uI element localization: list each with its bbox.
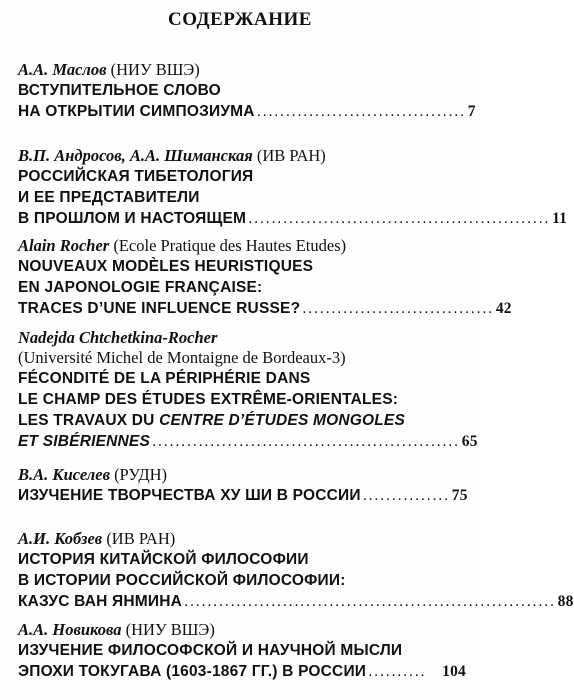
entry-affiliation: (ИВ РАН) bbox=[252, 146, 326, 165]
entry-author: В.П. Андросов, А.А. Шиманская bbox=[18, 146, 253, 165]
entry-affiliation: (Ecole Pratique des Hautes Etudes) bbox=[109, 236, 347, 255]
entry-title-line: ИЗУЧЕНИЕ ТВОРЧЕСТВА ХУ ШИ В РОССИИ bbox=[18, 487, 361, 504]
leader-dots: ................................. bbox=[302, 300, 494, 317]
entry-affiliation: (НИУ ВШЭ) bbox=[106, 60, 200, 79]
leader-dots: .................................................... bbox=[248, 210, 551, 227]
entry-title-italic-segment: ET SIBÉRIENNES bbox=[18, 433, 150, 450]
entry-title-last-line bbox=[18, 661, 466, 682]
entry-title-last-line bbox=[18, 485, 466, 506]
entry-byline bbox=[18, 529, 466, 549]
leader-dots: .......... bbox=[368, 663, 427, 680]
entry-title-italic-segment: CENTRE D’ÉTUDES MONGOLES bbox=[159, 412, 406, 429]
entry-byline bbox=[18, 60, 466, 80]
entry-page-number: 75 bbox=[451, 487, 468, 504]
toc-entry bbox=[18, 465, 466, 506]
entry-page-number: 88 bbox=[557, 593, 574, 610]
entry-author: А.А. Маслов bbox=[18, 60, 107, 79]
entry-page-number: 42 bbox=[495, 300, 512, 317]
entry-byline bbox=[18, 146, 466, 166]
entry-affiliation: (РУДН) bbox=[109, 465, 168, 484]
entry-title-last-line bbox=[18, 591, 574, 612]
entry-title-line: КАЗУС ВАН ЯНМИНА bbox=[18, 593, 183, 610]
entry-title-line: NOUVEAUX MODÈLES HEURISTIQUES bbox=[18, 258, 314, 275]
toc-entry bbox=[18, 328, 478, 452]
entry-author: А.А. Новикова bbox=[18, 620, 122, 639]
entry-title-line: И ЕЕ ПРЕДСТАВИТЕЛИ bbox=[18, 189, 200, 206]
entry-title-last-line bbox=[18, 101, 476, 122]
entry-byline bbox=[18, 236, 466, 256]
leader-dots: ..................................................... bbox=[152, 433, 460, 450]
entry-title-line: EN JAPONOLOGIE FRANÇAISE: bbox=[18, 279, 263, 296]
page-title: СОДЕРЖАНИЕ bbox=[168, 9, 312, 30]
entry-title-line: НА ОТКРЫТИИ СИМПОЗИУМА bbox=[18, 103, 255, 120]
entry-author: Nadejda Chtchetkina-Rocher bbox=[18, 328, 218, 347]
entry-title-line: LE CHAMP DES ÉTUDES EXTRÊME-ORIENTALES: bbox=[18, 391, 399, 408]
entry-title-line: В ИСТОРИИ РОССИЙСКОЙ ФИЛОСОФИИ: bbox=[18, 572, 346, 589]
entry-title-line: ЭПОХИ ТОКУГАВА (1603-1867 ГГ.) В РОССИИ bbox=[18, 663, 367, 680]
leader-dots: .................................... bbox=[256, 103, 466, 120]
entry-byline bbox=[18, 328, 466, 348]
entry-page-number: 11 bbox=[552, 210, 568, 227]
toc-entry bbox=[18, 529, 574, 612]
entry-title-last-line bbox=[18, 298, 512, 319]
leader-dots: ................................................................ bbox=[184, 593, 556, 610]
toc-entry bbox=[18, 146, 568, 229]
toc-entry bbox=[18, 620, 466, 682]
entry-title-line: В ПРОШЛОМ И НАСТОЯЩЕМ bbox=[18, 210, 247, 227]
entry-page-number: 65 bbox=[461, 433, 478, 450]
entry-title-line: ИЗУЧЕНИЕ ФИЛОСОФСКОЙ И НАУЧНОЙ МЫСЛИ bbox=[18, 642, 403, 659]
entry-page-number: 7 bbox=[467, 103, 476, 120]
entry-byline bbox=[18, 620, 466, 640]
entry-page-number: 104 bbox=[442, 663, 466, 680]
entry-title-line: FÉCONDITÉ DE LA PÉRIPHÉRIE DANS bbox=[18, 370, 311, 387]
entry-byline bbox=[18, 465, 466, 485]
entry-title-line: ВСТУПИТЕЛЬНОЕ СЛОВО bbox=[18, 82, 221, 99]
entry-title-line bbox=[18, 410, 466, 431]
toc-entry bbox=[18, 236, 512, 319]
entry-title-last-line bbox=[18, 208, 568, 229]
entry-title-last-line bbox=[18, 431, 478, 452]
entry-title-segment: LES TRAVAUX DU bbox=[18, 412, 160, 429]
entry-author: Alain Rocher bbox=[18, 236, 110, 255]
entry-affiliation: (Université Michel de Montaigne de Bordeaux-3) bbox=[18, 348, 346, 367]
leader-dots: ............... bbox=[362, 487, 450, 504]
entry-title-line: РОССИЙСКАЯ ТИБЕТОЛОГИЯ bbox=[18, 168, 254, 185]
entry-author: В.А. Киселев bbox=[18, 465, 110, 484]
entry-affiliation: (НИУ ВШЭ) bbox=[121, 620, 215, 639]
toc-entry bbox=[18, 60, 476, 122]
entry-author: А.И. Кобзев bbox=[18, 529, 103, 548]
entry-title-line: ИСТОРИЯ КИТАЙСКОЙ ФИЛОСОФИИ bbox=[18, 551, 309, 568]
entry-affiliation: (ИВ РАН) bbox=[102, 529, 176, 548]
entry-title-line: TRACES D’UNE INFLUENCE RUSSE? bbox=[18, 300, 301, 317]
